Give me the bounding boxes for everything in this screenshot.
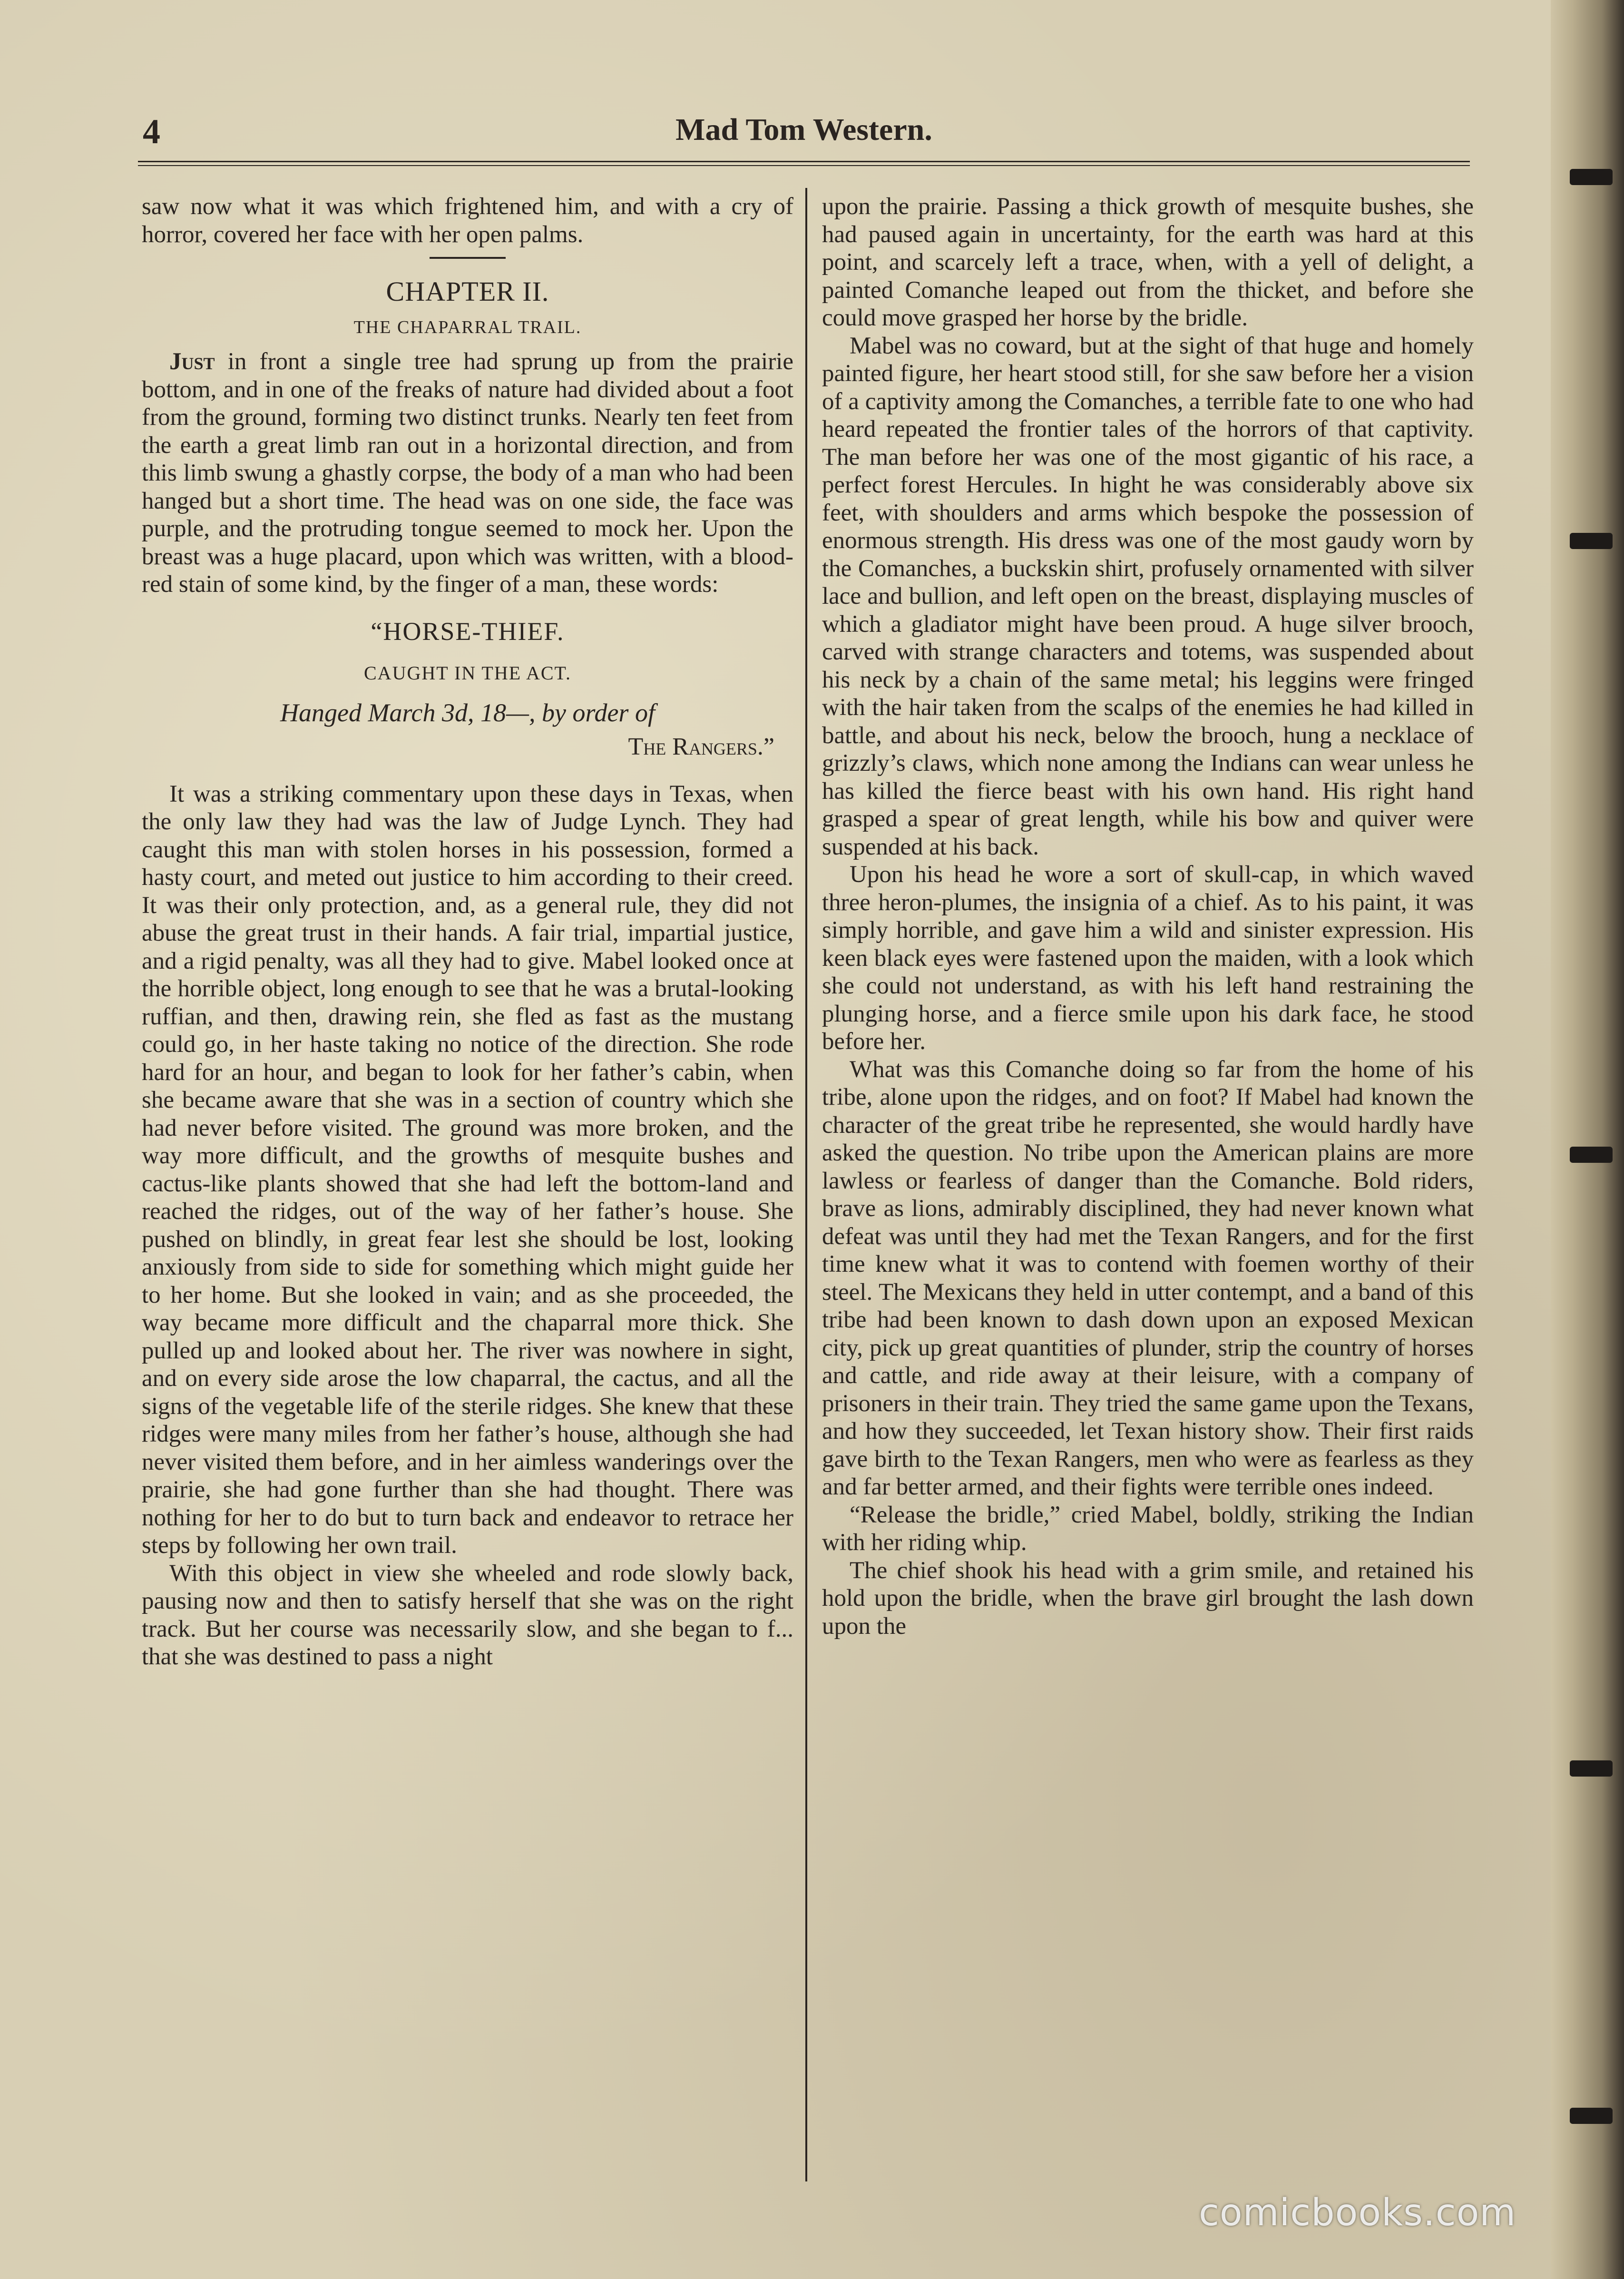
binding-stitch xyxy=(1570,1147,1613,1163)
paragraph: With this object in view she wheeled and rode slowly back, pausing now and then to satisfy herself that she was on the right track. But her course was necessarily slow, and she began to f... that she was destined to pass a night xyxy=(142,1560,793,1670)
paragraph xyxy=(142,348,793,599)
left-column xyxy=(142,193,793,1671)
page-edge xyxy=(1551,0,1624,2279)
paragraph: The chief shook his head with a grim smile, and retained his hold upon the bridle, when the brave girl brought the lash down upon the xyxy=(822,1557,1474,1640)
paragraph: Upon his head he wore a sort of skull-cap, in which waved three heron-plumes, the insignia of a chief. As to his paint, it was simply horrible, and gave him a wild and sinister expression. His keen black eyes were fastened upon the maiden, with a look which she could not understand, as with his left hand restraining the plunging horse, and a fierce smile upon his dark face, he stood before her. xyxy=(822,861,1474,1055)
column-divider xyxy=(805,188,807,2181)
chapter-title: THE CHAPARRAL TRAIL. xyxy=(353,317,582,337)
page-number: 4 xyxy=(143,112,160,151)
lead-word: Just xyxy=(169,348,215,375)
paragraph: It was a striking commentary upon these days in Texas, when the only law they had was the law of Judge Lynch. They had caught this man with stolen horses in his possession, formed a hasty court, and meted out justice to him according to their creed. It was their only protection, and, as a general rule, they did not abuse the great trust in their hands. A fair trial, impartial justice, and a rigid penalty, was all they had to give. Mabel looked once at the horrible object, long enough to see that he was a brutal-looking ruffian, and then, drawing rein, she fled as fast as the mustang could go, in her haste taking no notice of the direction. She rode hard for an hour, and began to look for her father’s cabin, when she became aware that she was in a section of country which she had never before visited. The ground was more broken, and the way more difficult, and the growths of mesquite bushes and cactus-like plants showed that she had left the bottom-land and reached the ridges, out of the way of her father’s house. She pushed on blindly, in great fear lest she should be lost, looking anxiously from side to side for something which might guide her to her home. But she looked in vain; and as she proceeded, the way became more difficult and the chaparral more thick. She pulled up and looked about her. The river was nowhere in sight, and on every side arose the low chaparral, the cactus, and all the signs of the vegetable life of the sterile ridges. She knew that these ridges were many miles from her father’s house, although she had never visited them before, and in her aimless wanderings over the prairie, she had gone further than she had thought. There was nothing for her to do but to turn back and endeavor to retrace her steps by following her own trail. xyxy=(142,780,793,1559)
paragraph: saw now what it was which frightened him, and with a cry of horror, covered her face with her open palms. xyxy=(142,193,793,248)
header-rule xyxy=(138,161,1470,166)
paragraph-text: in front a single tree had sprung up from the prairie bottom, and in one of the freaks of nature had divided about a foot from the ground, forming two distinct trunks. Nearly ten feet from the earth a great limb ran out in a horizontal direction, and from this limb swung a ghastly corpse, the body of a man who had been hanged but a short time. The head was on one side, the face was purple, and the protruding tongue seemed to mock her. Upon the breast was a huge placard, upon which was written, with a blood-red stain of some kind, by the finger of a man, these words: xyxy=(142,348,793,598)
running-title: Mad Tom Western. xyxy=(675,112,932,147)
binding-stitch xyxy=(1570,169,1613,185)
placard-line: Hanged March 3d, 18—, by order of xyxy=(280,698,655,727)
paragraph: upon the prairie. Passing a thick growth of mesquite bushes, she had paused again in uncertainty, for the earth was hard at this point, and scarcely left a trace, when, with a yell of delight, a painted Comanche leaped out from the thicket, and before she could move grasped her horse by the bridle. xyxy=(822,193,1474,331)
placard-text xyxy=(142,618,793,761)
chapter-number: CHAPTER II. xyxy=(386,276,549,307)
placard-title: “HORSE-THIEF. xyxy=(371,617,565,646)
binding-stitch xyxy=(1570,1760,1613,1777)
running-head xyxy=(138,102,1470,159)
paragraph: “Release the bridle,” cried Mabel, boldly, striking the Indian with her riding whip. xyxy=(822,1501,1474,1556)
watermark: comicbooks.com xyxy=(1199,2191,1516,2234)
binding-stitch xyxy=(1570,2108,1613,2124)
placard-subtitle: CAUGHT IN THE ACT. xyxy=(364,662,571,684)
paragraph: What was this Comanche doing so far from the home of his tribe, alone upon the ridges, and on foot? If Mabel had known the character of the great tribe he represented, she would hardly have asked the question. No tribe upon the American plains are more lawless or fearless of danger than the Comanche. Bold riders, brave as lions, admirably disciplined, they had never known what defeat was until they had met the Texan Rangers, and for the first time knew what it was to contend with foemen worthy of their steel. The Mexicans they held in utter contempt, and a band of this tribe had been known to dash down upon an exposed Mexican city, pick up great quantities of plunder, strip the country of horses and cattle, and ride away at their leisure, with a company of prisoners in their train. They tried the same game upon the Texans, and how they succeeded, let Texan history show. Their first raids gave birth to the Texan Rangers, men who were as fearless as they and far better armed, and their fights were terrible ones indeed. xyxy=(822,1056,1474,1500)
right-column xyxy=(822,193,1474,1640)
binding-stitch xyxy=(1570,533,1613,549)
placard-signature: The Rangers.” xyxy=(628,733,774,760)
section-divider xyxy=(430,257,506,259)
paragraph: Mabel was no coward, but at the sight of that huge and homely painted figure, her heart stood still, for she saw before her a vision of a captivity among the Comanches, a terrible fate to one who had heard repeated the frontier tales of the horrors of that captivity. The man before her was one of the most gigantic of his race, a perfect forest Hercules. In hight he was considerably above six feet, with shoulders and arms which bespoke the possession of enormous strength. His dress was one of the most gaudy worn by the Comanches, a buckskin shirt, profusely ornamented with silver lace and bullion, and left open on the breast, displaying muscles of which a gladiator might have been proud. A huge silver brooch, carved with strange characters and totems, was suspended about his neck by a chain of the same metal; his leggins were fringed with the hair taken from the scalps of the enemies he had killed in battle, and about his neck, below the brooch, hung a necklace of grizzly’s claws, which none among the Indians can wear unless he has killed the fierce beast with his own hand. His right hand grasped a spear of great length, while his bow and quiver were suspended at his back. xyxy=(822,332,1474,860)
